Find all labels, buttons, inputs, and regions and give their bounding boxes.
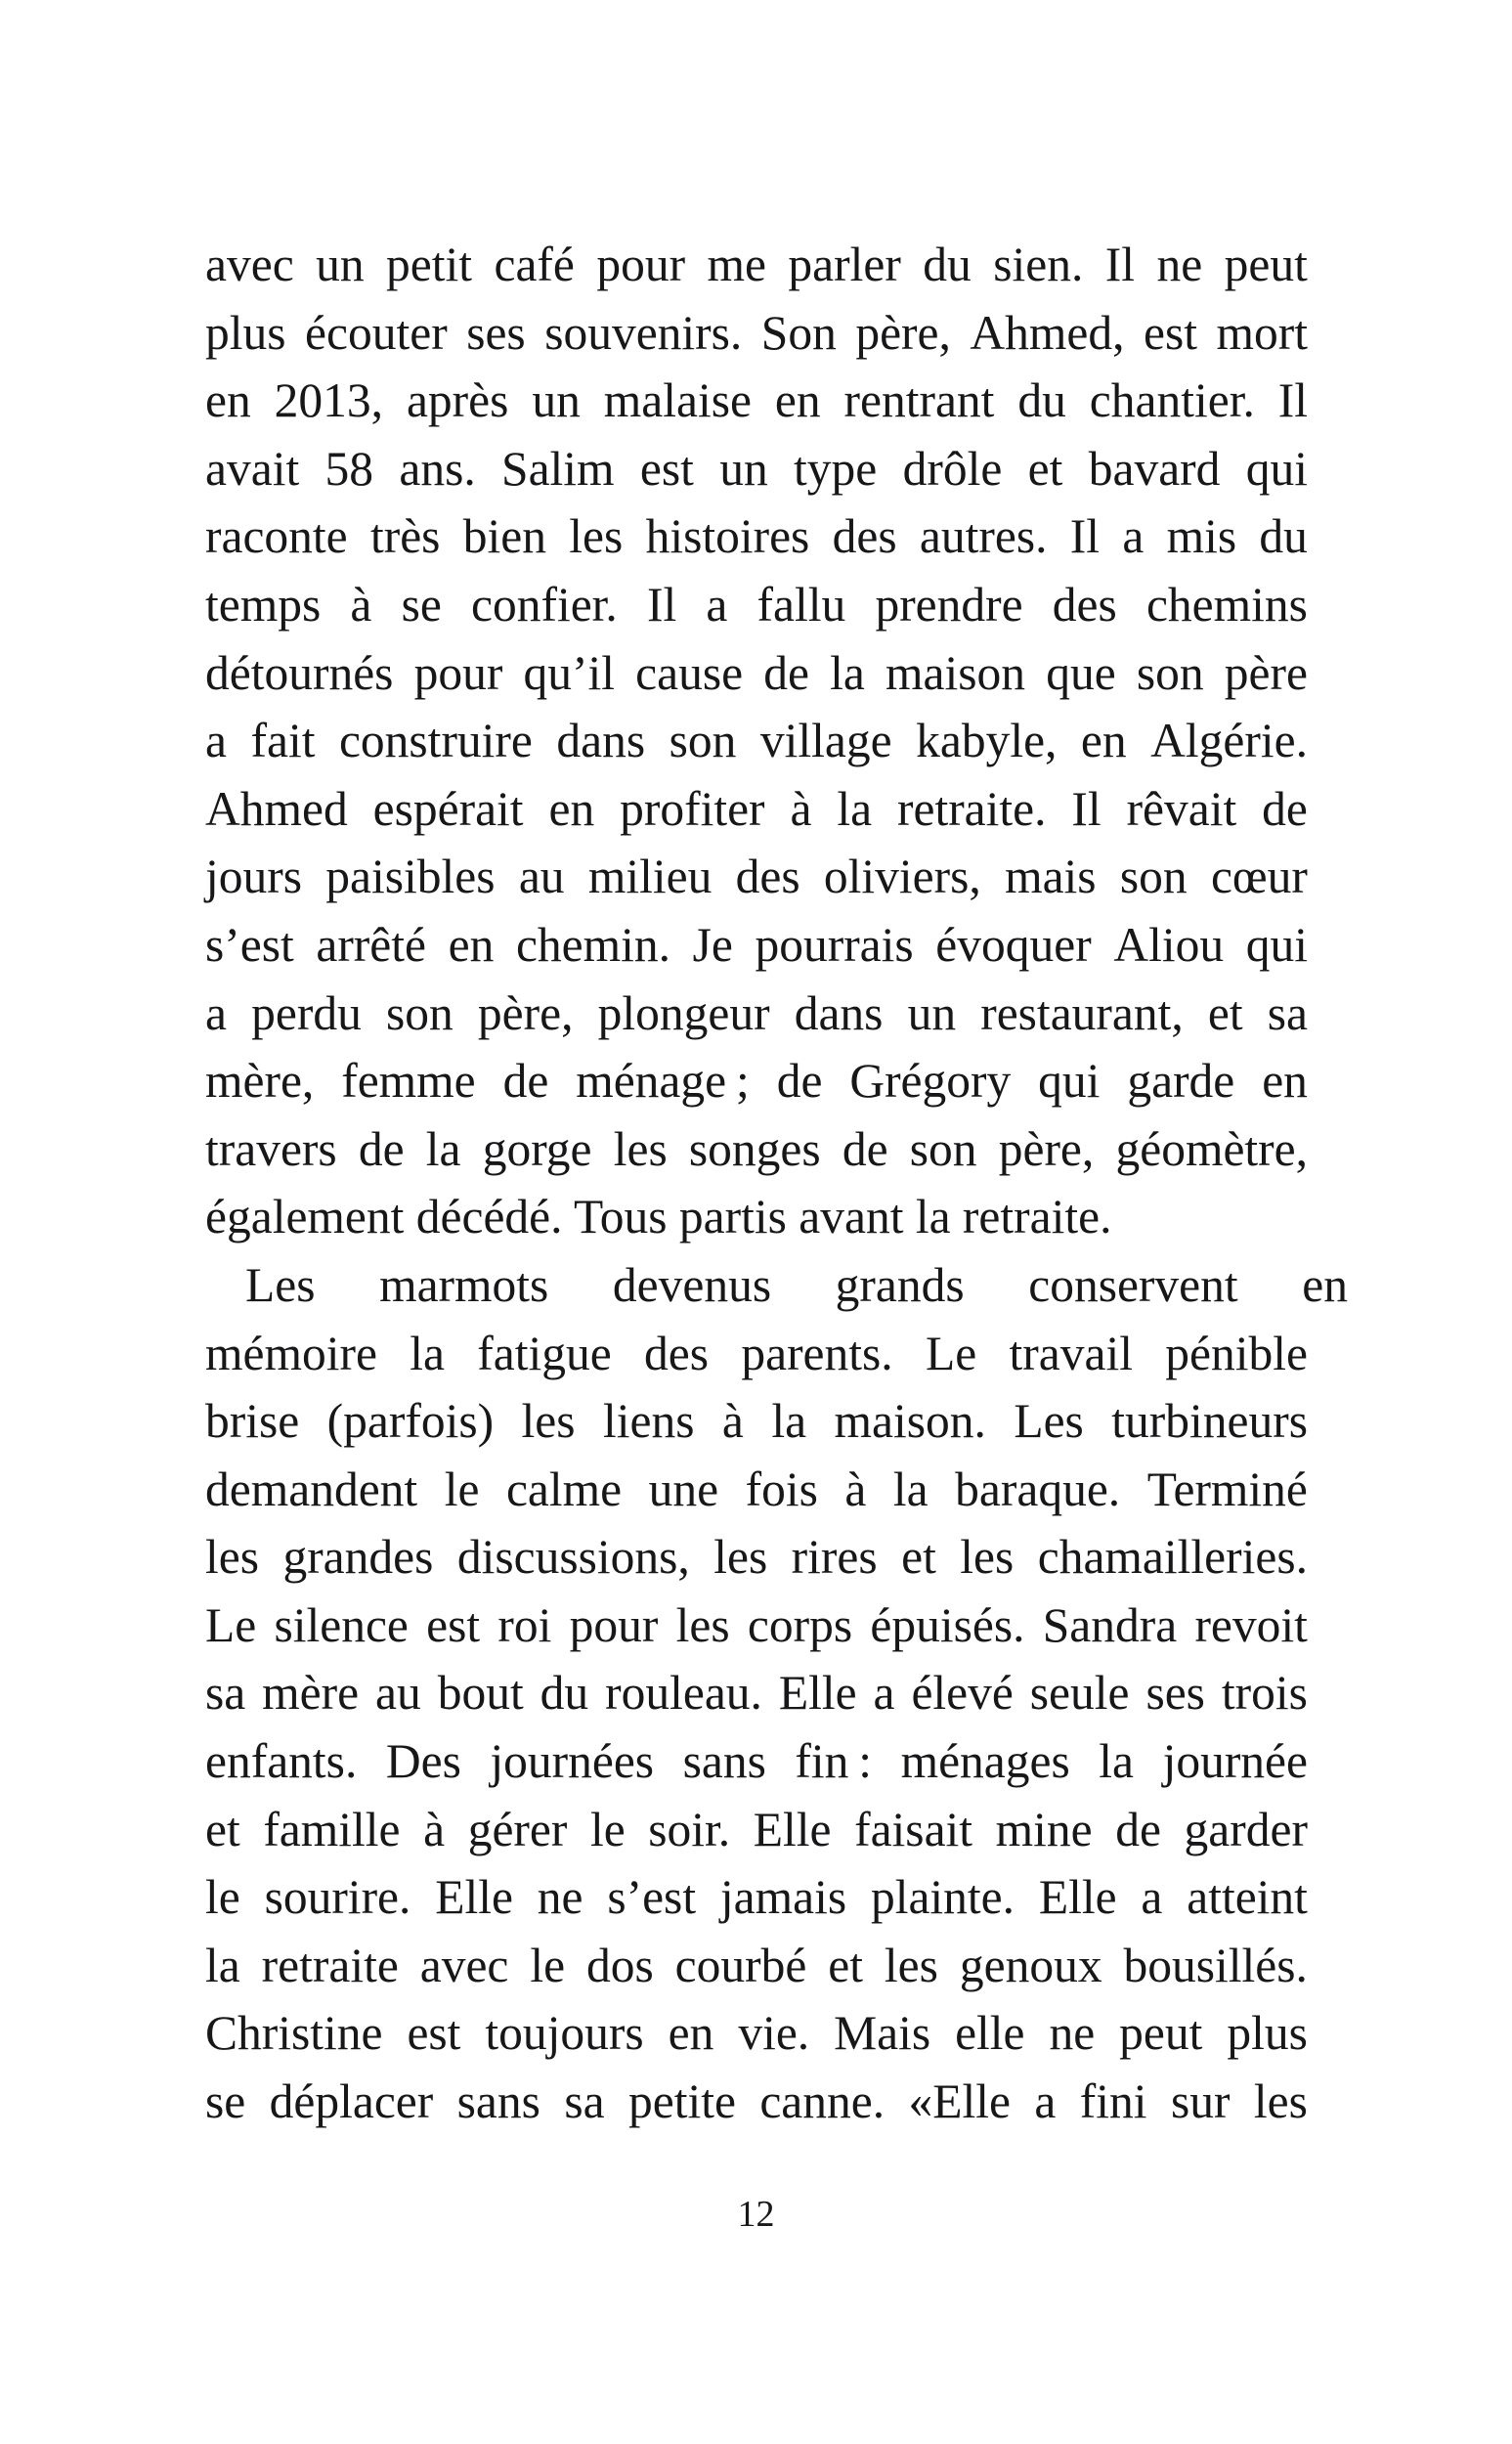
text-word: mère, bbox=[205, 1054, 315, 1109]
text-word: rires bbox=[791, 1530, 878, 1585]
text-word: conservent bbox=[1028, 1257, 1238, 1312]
text-word: Mais bbox=[834, 2006, 931, 2061]
text-word: les bbox=[1253, 2074, 1308, 2129]
text-word: de bbox=[763, 645, 809, 700]
text-word: seule bbox=[1029, 1666, 1130, 1721]
text-word: le bbox=[530, 1938, 566, 1992]
text-word: en bbox=[448, 917, 495, 972]
text-word: jamais bbox=[719, 1870, 847, 1925]
text-word: du bbox=[1259, 509, 1308, 564]
text-word: est bbox=[426, 1597, 481, 1652]
text-word: «Elle bbox=[908, 2074, 1011, 2129]
text-word: marmots bbox=[379, 1257, 549, 1312]
text-word: écouter bbox=[305, 305, 448, 360]
text-word: Le bbox=[205, 1597, 257, 1652]
text-word: ménage ; bbox=[576, 1054, 750, 1109]
text-word: en bbox=[205, 373, 251, 428]
page-text-block bbox=[205, 231, 1348, 2136]
text-line bbox=[205, 843, 1308, 911]
text-word: plongeur bbox=[597, 985, 770, 1040]
paragraph-1 bbox=[205, 231, 1308, 1251]
text-word: qu’il bbox=[523, 645, 615, 700]
text-line bbox=[205, 299, 1308, 368]
text-word: la bbox=[205, 1938, 240, 1992]
text-word: ses bbox=[1145, 1666, 1205, 1721]
text-word: fallu bbox=[756, 577, 846, 632]
text-word: mais bbox=[1005, 850, 1097, 904]
text-word: au bbox=[518, 850, 565, 904]
text-word: baraque. bbox=[955, 1462, 1121, 1516]
text-word: fin : bbox=[795, 1734, 873, 1789]
text-word: Elle bbox=[753, 1802, 832, 1856]
text-word: les bbox=[713, 1530, 768, 1585]
text-word: a bbox=[1034, 2074, 1057, 2129]
text-word: sans bbox=[682, 1734, 766, 1789]
text-word: chemins bbox=[1145, 577, 1308, 632]
text-word: géomètre, bbox=[1115, 1121, 1308, 1176]
text-word: retraite. bbox=[896, 781, 1047, 836]
text-word: que bbox=[1046, 645, 1116, 700]
text-word: pour bbox=[413, 645, 503, 700]
text-word: ans. bbox=[399, 441, 476, 496]
text-word: Algérie. bbox=[1150, 714, 1308, 768]
text-word: les bbox=[521, 1394, 576, 1449]
text-word: construire bbox=[338, 714, 533, 768]
text-word: maison. bbox=[834, 1394, 986, 1449]
text-word: garder bbox=[1184, 1802, 1308, 1856]
text-word: dans bbox=[556, 714, 646, 768]
text-word: au bbox=[375, 1666, 421, 1721]
text-word: pourrais bbox=[755, 917, 914, 972]
text-word: songes bbox=[688, 1121, 821, 1176]
text-word: gérer bbox=[467, 1802, 568, 1856]
text-word: et bbox=[1027, 441, 1063, 496]
text-word: journées bbox=[490, 1734, 655, 1789]
text-word: raconte bbox=[205, 509, 348, 564]
text-word: souvenirs. bbox=[544, 305, 743, 360]
text-line bbox=[205, 1456, 1308, 1524]
text-line bbox=[205, 639, 1308, 708]
text-word: maison bbox=[886, 645, 1026, 700]
text-word: Les bbox=[245, 1257, 316, 1312]
text-word: les bbox=[205, 1530, 259, 1585]
text-word: devenus bbox=[612, 1257, 772, 1312]
text-line bbox=[205, 1115, 1308, 1184]
text-word: Christine bbox=[205, 2006, 383, 2061]
text-word: de bbox=[502, 1054, 549, 1109]
text-word: turbineurs bbox=[1111, 1394, 1308, 1449]
text-word: en bbox=[1080, 714, 1127, 768]
text-word: et bbox=[1207, 985, 1243, 1040]
text-word: Je bbox=[692, 917, 733, 972]
text-word: bavard bbox=[1088, 441, 1221, 496]
text-line bbox=[205, 1387, 1308, 1456]
text-word: oliviers, bbox=[823, 850, 981, 904]
text-word: déplacer bbox=[269, 2074, 434, 2129]
text-word: du bbox=[923, 238, 972, 291]
text-word: peut bbox=[1224, 238, 1308, 291]
text-word: arrêté bbox=[316, 917, 426, 972]
text-line bbox=[205, 367, 1308, 435]
text-word: Son bbox=[760, 305, 837, 360]
text-word: retraite bbox=[261, 1938, 399, 1992]
text-line bbox=[205, 435, 1308, 503]
text-word: Ahmed, bbox=[970, 305, 1125, 360]
text-word: Il bbox=[646, 577, 677, 632]
text-word: Sandra bbox=[1042, 1597, 1178, 1652]
text-word: la bbox=[892, 1462, 929, 1516]
text-word: la bbox=[425, 1121, 461, 1176]
text-word: à bbox=[423, 1802, 446, 1856]
text-line bbox=[205, 1523, 1308, 1592]
text-line bbox=[205, 1659, 1308, 1727]
text-word: prendre bbox=[875, 577, 1023, 632]
text-word: mère bbox=[262, 1666, 360, 1721]
text-word: se bbox=[401, 577, 442, 632]
text-line bbox=[205, 1863, 1308, 1932]
text-word: chantier. bbox=[1089, 373, 1255, 428]
text-word: calme bbox=[505, 1462, 623, 1516]
text-word: drôle bbox=[902, 441, 1003, 496]
text-word: s’est bbox=[205, 917, 294, 972]
text-line: également décédé. Tous partis avant la retraite. bbox=[205, 1190, 1112, 1244]
text-word: espérait bbox=[372, 781, 524, 836]
text-line bbox=[205, 1320, 1308, 1388]
text-word: roi bbox=[497, 1597, 552, 1652]
text-word: parents. bbox=[741, 1326, 893, 1380]
text-word: des bbox=[1052, 577, 1117, 632]
text-word: a bbox=[1141, 1870, 1163, 1925]
text-word: sa bbox=[205, 1666, 246, 1721]
text-word: de bbox=[1262, 781, 1308, 836]
text-word: travers bbox=[205, 1121, 337, 1176]
text-word: est bbox=[639, 441, 694, 496]
text-word: bousillés. bbox=[1123, 1938, 1308, 1992]
text-word: Terminé bbox=[1146, 1462, 1308, 1516]
text-word: Elle bbox=[1038, 1870, 1117, 1925]
text-word: rentrant bbox=[843, 373, 995, 428]
text-word: le bbox=[444, 1462, 480, 1516]
text-word: évoquer bbox=[935, 917, 1092, 972]
text-word: est bbox=[1144, 305, 1197, 360]
text-word: a bbox=[205, 714, 227, 768]
text-word: le bbox=[589, 1802, 626, 1856]
paragraph-2 bbox=[205, 1251, 1348, 2136]
text-word: les bbox=[613, 1121, 668, 1176]
text-word: un bbox=[719, 441, 768, 496]
text-line bbox=[205, 1999, 1308, 2068]
text-word: cause bbox=[635, 645, 744, 700]
text-word: de bbox=[358, 1121, 405, 1176]
text-word: toujours bbox=[485, 2006, 644, 2061]
text-word: 58 bbox=[324, 441, 374, 496]
text-word: la bbox=[410, 1326, 445, 1380]
text-word: son bbox=[669, 714, 737, 768]
text-word: père, bbox=[998, 1121, 1095, 1176]
text-word: canne. bbox=[759, 2074, 886, 2129]
text-line bbox=[205, 775, 1308, 844]
text-word: discussions, bbox=[456, 1530, 690, 1585]
text-word: soir. bbox=[648, 1802, 731, 1856]
text-word: ne bbox=[1049, 2006, 1096, 2061]
text-word: Grégory bbox=[849, 1054, 1012, 1109]
text-word: Il bbox=[1104, 238, 1136, 291]
text-word: à bbox=[350, 577, 372, 632]
text-word: un bbox=[316, 238, 365, 291]
text-word: détournés bbox=[205, 645, 394, 700]
text-word: (parfois) bbox=[326, 1394, 495, 1449]
text-word: la bbox=[771, 1394, 807, 1449]
text-word: malaise bbox=[603, 373, 752, 428]
text-word: les bbox=[569, 509, 624, 564]
text-word: courbé bbox=[674, 1938, 807, 1992]
text-word: rêvait bbox=[1126, 781, 1237, 836]
text-word: en bbox=[774, 373, 821, 428]
text-word: de bbox=[1115, 1802, 1161, 1856]
text-word: dans bbox=[794, 985, 884, 1040]
text-line bbox=[205, 1047, 1308, 1115]
text-word: plus bbox=[1227, 2006, 1308, 2061]
text-word: de bbox=[776, 1054, 823, 1109]
text-word: Salim bbox=[501, 441, 615, 496]
text-word: de bbox=[842, 1121, 888, 1176]
text-word: atteint bbox=[1187, 1870, 1308, 1925]
text-word: petit bbox=[386, 238, 473, 291]
text-word: un bbox=[532, 373, 581, 428]
text-word: Il bbox=[1069, 509, 1101, 564]
text-word: Le bbox=[925, 1326, 977, 1380]
text-word: bout bbox=[437, 1666, 524, 1721]
text-word: 2013, bbox=[274, 373, 384, 428]
text-word: parler bbox=[788, 238, 901, 291]
text-word: liens bbox=[602, 1394, 695, 1449]
text-word: village bbox=[759, 714, 892, 768]
text-word: la bbox=[1099, 1734, 1135, 1789]
text-word: qui bbox=[1245, 441, 1308, 496]
text-word: garde bbox=[1127, 1054, 1235, 1109]
text-word: et bbox=[901, 1530, 936, 1585]
text-word: père, bbox=[477, 985, 574, 1040]
text-word: un bbox=[907, 985, 957, 1040]
text-word: type bbox=[794, 441, 878, 496]
text-word: elle bbox=[955, 2006, 1025, 2061]
text-word: en bbox=[668, 2006, 714, 2061]
text-word: gorge bbox=[482, 1121, 592, 1176]
text-line bbox=[205, 231, 1308, 299]
text-word: cœur bbox=[1210, 850, 1308, 904]
text-word: grands bbox=[835, 1257, 965, 1312]
text-word: paisibles bbox=[325, 850, 496, 904]
text-word: Des bbox=[385, 1734, 461, 1789]
text-word: du bbox=[1017, 373, 1066, 428]
text-word: à bbox=[790, 781, 812, 836]
text-word: père bbox=[1224, 645, 1308, 700]
text-word: demandent bbox=[205, 1462, 418, 1516]
text-word: a bbox=[205, 985, 227, 1040]
text-word: silence bbox=[274, 1597, 409, 1652]
text-line bbox=[205, 1932, 1308, 2000]
text-word: ne bbox=[1156, 238, 1203, 291]
text-word: vie. bbox=[738, 2006, 810, 2061]
text-word: fini bbox=[1079, 2074, 1147, 2129]
text-word: petite bbox=[627, 2074, 736, 2129]
text-word: mis bbox=[1166, 509, 1237, 564]
text-word: milieu bbox=[587, 850, 713, 904]
text-line bbox=[205, 1251, 1348, 1320]
text-word: s’est bbox=[607, 1870, 697, 1925]
text-word: grandes bbox=[282, 1530, 434, 1585]
text-word: sien. bbox=[993, 238, 1084, 291]
text-word: famille bbox=[263, 1802, 401, 1856]
text-word: Aliou bbox=[1113, 917, 1225, 972]
text-word: très bbox=[369, 509, 441, 564]
text-word: Il bbox=[1071, 781, 1102, 836]
text-word: mémoire bbox=[205, 1326, 377, 1380]
text-word: avec bbox=[205, 238, 294, 291]
text-word: pour bbox=[596, 238, 686, 291]
text-word: son bbox=[1136, 645, 1204, 700]
text-word: les bbox=[884, 1938, 938, 1992]
text-word: du bbox=[540, 1666, 589, 1721]
text-word: les bbox=[960, 1530, 1015, 1585]
text-word: chamailleries. bbox=[1037, 1530, 1308, 1585]
text-line bbox=[205, 707, 1308, 775]
text-word: faisait bbox=[854, 1802, 973, 1856]
text-word: à bbox=[844, 1462, 867, 1516]
text-word: est bbox=[407, 2006, 461, 2061]
text-word: après bbox=[406, 373, 509, 428]
text-word: confier. bbox=[470, 577, 618, 632]
text-word: femme bbox=[341, 1054, 476, 1109]
text-word: corps bbox=[747, 1597, 853, 1652]
text-word: rouleau. bbox=[605, 1666, 762, 1721]
text-word: Elle bbox=[778, 1666, 857, 1721]
text-word: restaurant, bbox=[980, 985, 1184, 1040]
text-word: sa bbox=[564, 2074, 605, 2129]
text-line bbox=[205, 2068, 1308, 2136]
text-word: fois bbox=[745, 1462, 818, 1516]
text-word: sur bbox=[1170, 2074, 1231, 2129]
text-word: qui bbox=[1245, 917, 1308, 972]
text-word: se bbox=[205, 2074, 246, 2129]
text-word: peut bbox=[1119, 2006, 1203, 2061]
text-word: Il bbox=[1277, 373, 1308, 428]
text-word: sans bbox=[456, 2074, 540, 2129]
text-line bbox=[205, 980, 1308, 1048]
text-word: la bbox=[830, 645, 865, 700]
text-word: épuisés. bbox=[870, 1597, 1025, 1652]
text-word: père, bbox=[855, 305, 951, 360]
text-word: Ahmed bbox=[205, 781, 348, 836]
text-word: journée bbox=[1162, 1734, 1308, 1789]
text-word: me bbox=[707, 238, 766, 291]
text-word: mine bbox=[995, 1802, 1093, 1856]
text-word: enfants. bbox=[205, 1734, 358, 1789]
page-number: 12 bbox=[737, 2194, 775, 2235]
text-word: en bbox=[1262, 1054, 1308, 1109]
text-word: plus bbox=[205, 305, 286, 360]
text-word: pénible bbox=[1165, 1326, 1308, 1380]
text-line bbox=[205, 571, 1308, 639]
text-word: genoux bbox=[959, 1938, 1102, 1992]
text-word: travail bbox=[1009, 1326, 1133, 1380]
text-word: à bbox=[721, 1394, 744, 1449]
text-word: en bbox=[1302, 1257, 1348, 1312]
text-line bbox=[205, 911, 1308, 980]
text-word: et bbox=[205, 1802, 240, 1856]
text-word: Les bbox=[1014, 1394, 1084, 1449]
text-word: a bbox=[706, 577, 728, 632]
text-word: Elle bbox=[435, 1870, 513, 1925]
text-word: sa bbox=[1267, 985, 1308, 1040]
text-line bbox=[205, 1796, 1308, 1864]
text-word: perdu bbox=[251, 985, 362, 1040]
text-word: café bbox=[494, 238, 575, 291]
text-word: son bbox=[909, 1121, 977, 1176]
text-word: fait bbox=[250, 714, 316, 768]
text-word: le bbox=[205, 1870, 240, 1925]
text-word: chemin. bbox=[515, 917, 671, 972]
text-word: dos bbox=[585, 1938, 654, 1992]
text-word: ménages bbox=[900, 1734, 1070, 1789]
text-word: plainte. bbox=[870, 1870, 1015, 1925]
text-line bbox=[205, 1727, 1308, 1796]
text-word: et bbox=[828, 1938, 863, 1992]
text-word: jours bbox=[205, 850, 302, 904]
text-word: avec bbox=[419, 1938, 509, 1992]
text-word: ne bbox=[537, 1870, 583, 1925]
text-word: élevé bbox=[911, 1666, 1014, 1721]
text-word: fatigue bbox=[477, 1326, 612, 1380]
text-word: en bbox=[548, 781, 595, 836]
text-word: la bbox=[837, 781, 873, 836]
text-word: profiter bbox=[620, 781, 765, 836]
text-word: mort bbox=[1216, 305, 1308, 360]
text-word: ses bbox=[466, 305, 526, 360]
text-line bbox=[205, 502, 1308, 571]
text-word: les bbox=[675, 1597, 730, 1652]
text-word: a bbox=[873, 1666, 895, 1721]
text-word: temps bbox=[205, 577, 322, 632]
text-word: sourire. bbox=[264, 1870, 411, 1925]
text-word: son bbox=[385, 985, 454, 1040]
text-word: pour bbox=[569, 1597, 659, 1652]
text-word: a bbox=[1122, 509, 1145, 564]
text-word: des bbox=[644, 1326, 710, 1380]
text-word: une bbox=[648, 1462, 719, 1516]
text-word: kabyle, bbox=[916, 714, 1058, 768]
text-word: des bbox=[735, 850, 800, 904]
text-line bbox=[205, 1592, 1308, 1660]
text-word: bien bbox=[462, 509, 546, 564]
text-word: autres. bbox=[919, 509, 1048, 564]
text-word: trois bbox=[1221, 1666, 1308, 1721]
text-word: son bbox=[1119, 850, 1188, 904]
text-word: revoit bbox=[1194, 1597, 1308, 1652]
text-word: brise bbox=[205, 1394, 300, 1449]
text-word: qui bbox=[1038, 1054, 1101, 1109]
text-word: des bbox=[832, 509, 897, 564]
text-word: avait bbox=[205, 441, 300, 496]
text-word: histoires bbox=[645, 509, 810, 564]
